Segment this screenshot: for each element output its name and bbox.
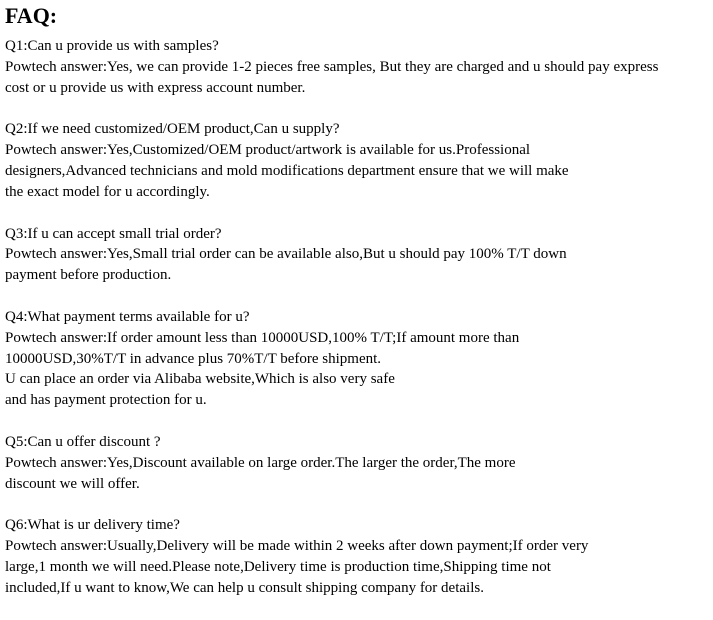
faq-document [5,0,710,620]
faq-item-q5 [5,432,710,494]
question-q1: Q1:Can u provide us with samples? [5,38,219,54]
answer-line: the exact model for u accordingly. [5,183,210,200]
answer-line: included,If u want to know,We can help u consult shipping company for details. [5,579,484,596]
answer-line: large,1 month we will need.Please note,Delivery time is production time,Shipping time not [5,558,551,575]
answer-line: designers,Advanced technicians and mold modifications department ensure that we will make [5,162,569,179]
answer-line: 10000USD,30%T/T in advance plus 70%T/T before shipment. [5,350,382,367]
faq-item-q3 [5,224,710,286]
question-q3: Q3:If u can accept small trial order? [5,225,222,242]
question-q6: Q6:What is ur delivery time? [5,517,180,534]
answer-line: discount we will offer. [5,475,140,492]
answer-line: payment before production. [5,267,172,284]
question-q4: Q4:What payment terms available for u? [5,308,250,325]
faq-item-q2 [5,119,710,202]
answer-line: Powtech answer:Usually,Delivery will be made within 2 weeks after down payment;If order very [5,538,589,555]
faq-heading: FAQ: [5,3,58,28]
question-q2: Q2:If we need customized/OEM product,Can u supply? [5,121,340,138]
answer-line: Powtech answer:Yes,Customized/OEM product/artwork is available for us.Professional [5,142,531,159]
answer-line: and has payment protection for u. [5,392,207,409]
faq-item-q4 [5,307,710,411]
answer-line: Powtech answer:Yes,Discount available on large order.The larger the order,The more [5,454,516,471]
question-q5: Q5:Can u offer discount ? [5,433,161,450]
faq-item-q1 [5,36,710,98]
answer-line: cost or u provide us with express account number. [5,79,306,96]
faq-item-q6 [5,515,710,598]
answer-line: Powtech answer:Yes,Small trial order can be available also,But u should pay 100% T/T down [5,246,567,263]
answer-line: U can place an order via Alibaba website,Which is also very safe [5,371,395,388]
answer-line: Powtech answer:Yes, we can provide 1-2 pieces free samples, But they are charged and u should pay express [5,58,659,75]
answer-line: Powtech answer:If order amount less than 10000USD,100% T/T;If amount more than [5,329,520,346]
